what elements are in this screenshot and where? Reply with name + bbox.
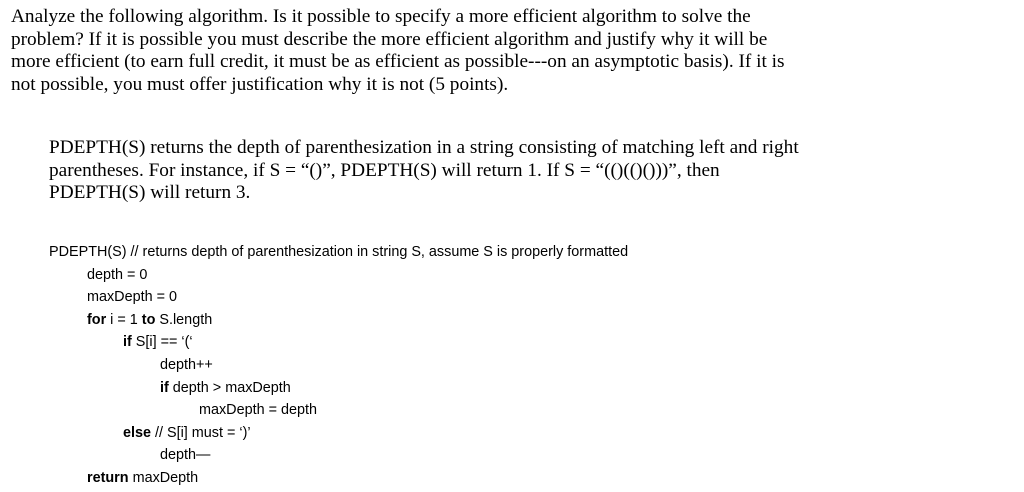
code-for-loop [49,309,628,332]
problem-line: parentheses. For instance, if S = “()”, PDEPTH(S) will return 1. If S = “(()(()()))”, then [49,159,720,181]
code-max-init: maxDepth = 0 [87,289,177,306]
question-line: not possible, you must offer justification why it is not (5 points). [11,73,509,95]
question-line: more efficient (to earn full credit, it must be as efficient as possible---on an asymptotic basis). If it is [11,51,785,73]
code-decrement: depth— [160,447,211,464]
keyword-return: return [87,469,129,486]
for-bound: S.length [155,311,213,328]
keyword-for: for [87,311,107,328]
keyword-if: if [160,379,169,396]
for-range: i = 1 [106,311,142,328]
keyword-to: to [141,311,156,328]
code-if-max [49,377,628,400]
question-line: Analyze the following algorithm. Is it possible to specify a more efficient algorithm to solve the [11,6,751,27]
problem-description [49,137,1009,205]
keyword-else: else [123,424,152,441]
code-if-open-paren [49,331,628,354]
problem-line: PDEPTH(S) will return 3. [49,182,251,204]
code-return [49,467,628,490]
code-else [49,422,628,445]
return-value: maxDepth [128,469,199,486]
question-text [11,6,1011,96]
code-increment: depth++ [160,356,213,373]
code-assign-max: maxDepth = depth [199,402,317,419]
if-max-condition: depth > maxDepth [168,379,291,396]
code-depth-init: depth = 0 [87,266,148,283]
code-header: PDEPTH(S) // returns depth of parenthesization in string S, assume S is properly formatted [49,244,629,260]
problem-line: PDEPTH(S) returns the depth of parenthesization in a string consisting of matching left and right [49,137,799,158]
else-comment: // S[i] must = ‘)’ [151,424,251,441]
if-condition: S[i] == ‘(‘ [131,334,193,351]
keyword-if: if [123,334,132,351]
question-line: problem? If it is possible you must describe the more efficient algorithm and justify why it will be [11,28,768,50]
pseudocode-block [49,241,628,490]
